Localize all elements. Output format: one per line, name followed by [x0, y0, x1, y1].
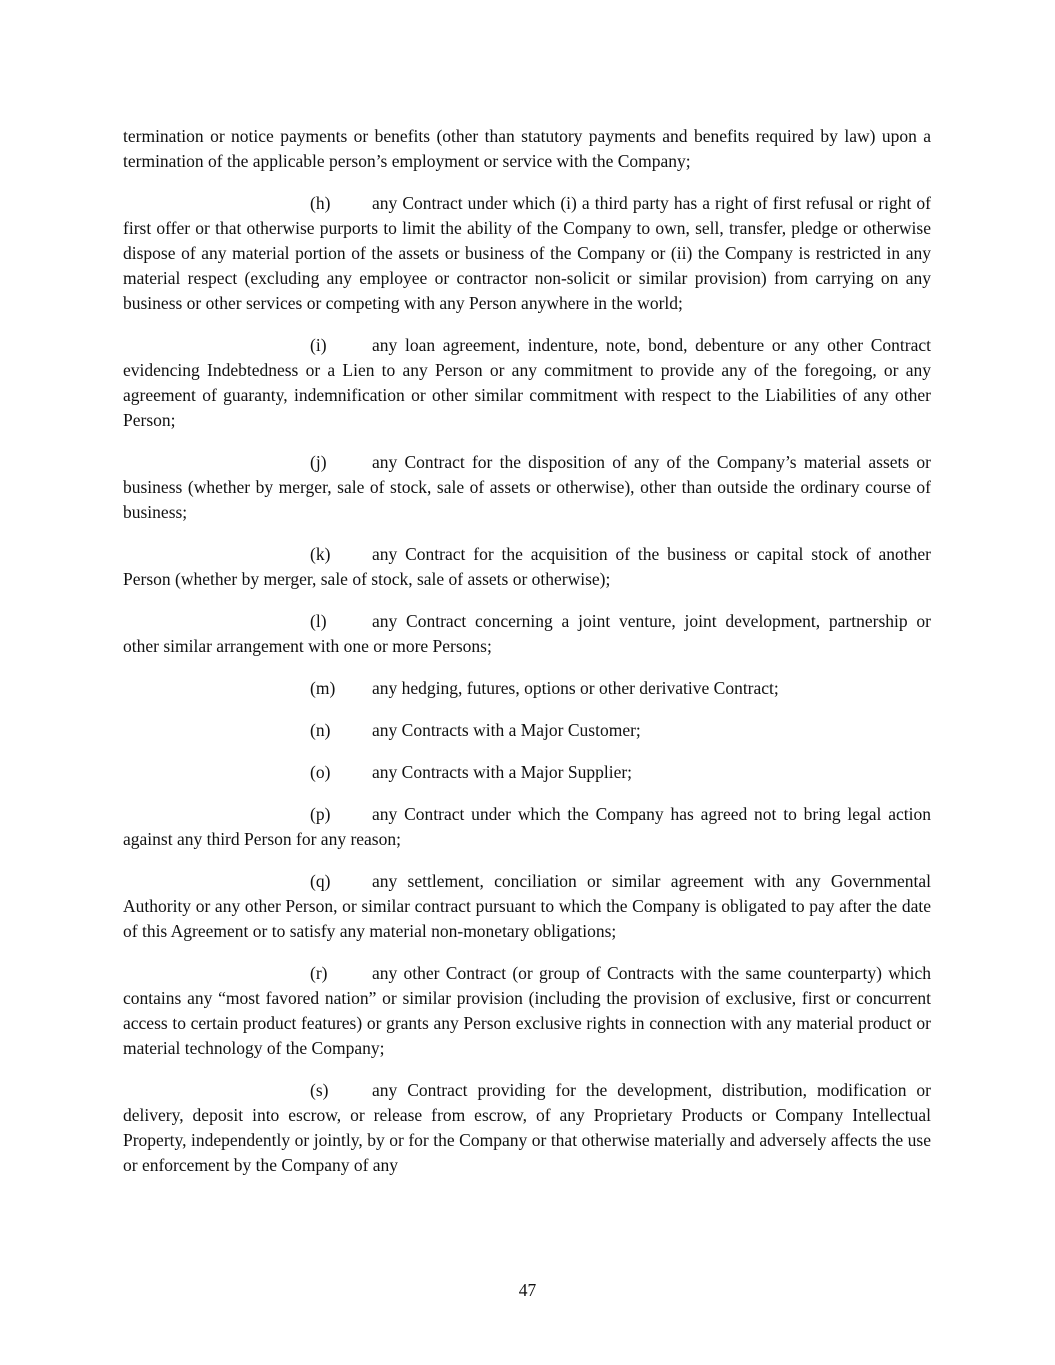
- contract-clause-i: (i) any loan agreement, indenture, note, bond, debenture or any other Contract evidencing Indebtedness or a Lien to any Person or any commitment to provide any of the foregoing, or any agreement of guaranty, indemnification or other similar commitment with respect to the Liabilities of any other Person;: [123, 335, 931, 430]
- clause-letter: (j): [310, 452, 327, 472]
- clause-letter: (r): [310, 963, 328, 983]
- contract-clause-q: (q) any settlement, conciliation or similar agreement with any Governmental Authority or any other Person, or similar contract pursuant to which the Company is obligated to pay after the date of this Agreement or to satisfy any material non-monetary obligations;: [123, 871, 931, 941]
- contract-clause-s: (s) any Contract providing for the development, distribution, modification or delivery, deposit into escrow, or release from escrow, of any Proprietary Products or Company Intellectual Property, independently or jointly, by or for the Company or that otherwise materially and adversely affects the use or enforcement by the Company of any: [123, 1080, 931, 1175]
- clause-letter: (n): [310, 720, 331, 740]
- contract-clause-r: (r) any other Contract (or group of Contracts with the same counterparty) which contains any “most favored nation” or similar provision (including the provision of exclusive, first or concurrent access to certain product features) or grants any Person exclusive rights in connection with any material product or material technology of the Company;: [123, 963, 931, 1058]
- contract-clause-k: (k) any Contract for the acquisition of the business or capital stock of another Person (whether by merger, sale of stock, sale of assets or otherwise);: [123, 544, 931, 589]
- contract-clause-m: (m) any hedging, futures, options or other derivative Contract;: [123, 676, 931, 701]
- contract-clause-n: (n) any Contracts with a Major Customer;: [123, 718, 931, 743]
- contract-clause-j: (j) any Contract for the disposition of any of the Company’s material assets or business (whether by merger, sale of stock, sale of assets or otherwise), other than outside the ordinary course of business;: [123, 452, 931, 522]
- page-number: 47: [518, 1280, 537, 1300]
- contract-clause-h: (h) any Contract under which (i) a third party has a right of first refusal or right of first offer or that otherwise purports to limit the ability of the Company to own, sell, transfer, pledge or otherwise dispose of any material portion of the assets or business of the Company or (ii) the Company is restricted in any material respect (excluding any employee or contractor non-solicit or similar provision) from carrying on any business or other services or competing with any Person anywhere in the world;: [123, 193, 931, 313]
- clause-letter: (q): [310, 871, 331, 891]
- contract-clause-p: (p) any Contract under which the Company has agreed not to bring legal action against any third Person for any reason;: [123, 804, 931, 849]
- clause-letter: (l): [310, 611, 327, 631]
- clause-letter: (p): [310, 804, 331, 824]
- document-body: [123, 124, 931, 1178]
- clause-letter: (h): [310, 193, 331, 213]
- clause-letter: (s): [310, 1080, 329, 1100]
- contract-clause-l: (l) any Contract concerning a joint venture, joint development, partnership or other similar arrangement with one or more Persons;: [123, 611, 931, 656]
- clause-letter: (i): [310, 335, 327, 355]
- clause-letter: (m): [310, 678, 336, 698]
- contract-clause-o: (o) any Contracts with a Major Supplier;: [123, 760, 931, 785]
- contract-clause-continuation: termination or notice payments or benefits (other than statutory payments and benefits required by law) upon a termination of the applicable person’s employment or service with the Company;: [123, 126, 931, 171]
- clause-letter: (k): [310, 544, 331, 564]
- clause-letter: (o): [310, 762, 331, 782]
